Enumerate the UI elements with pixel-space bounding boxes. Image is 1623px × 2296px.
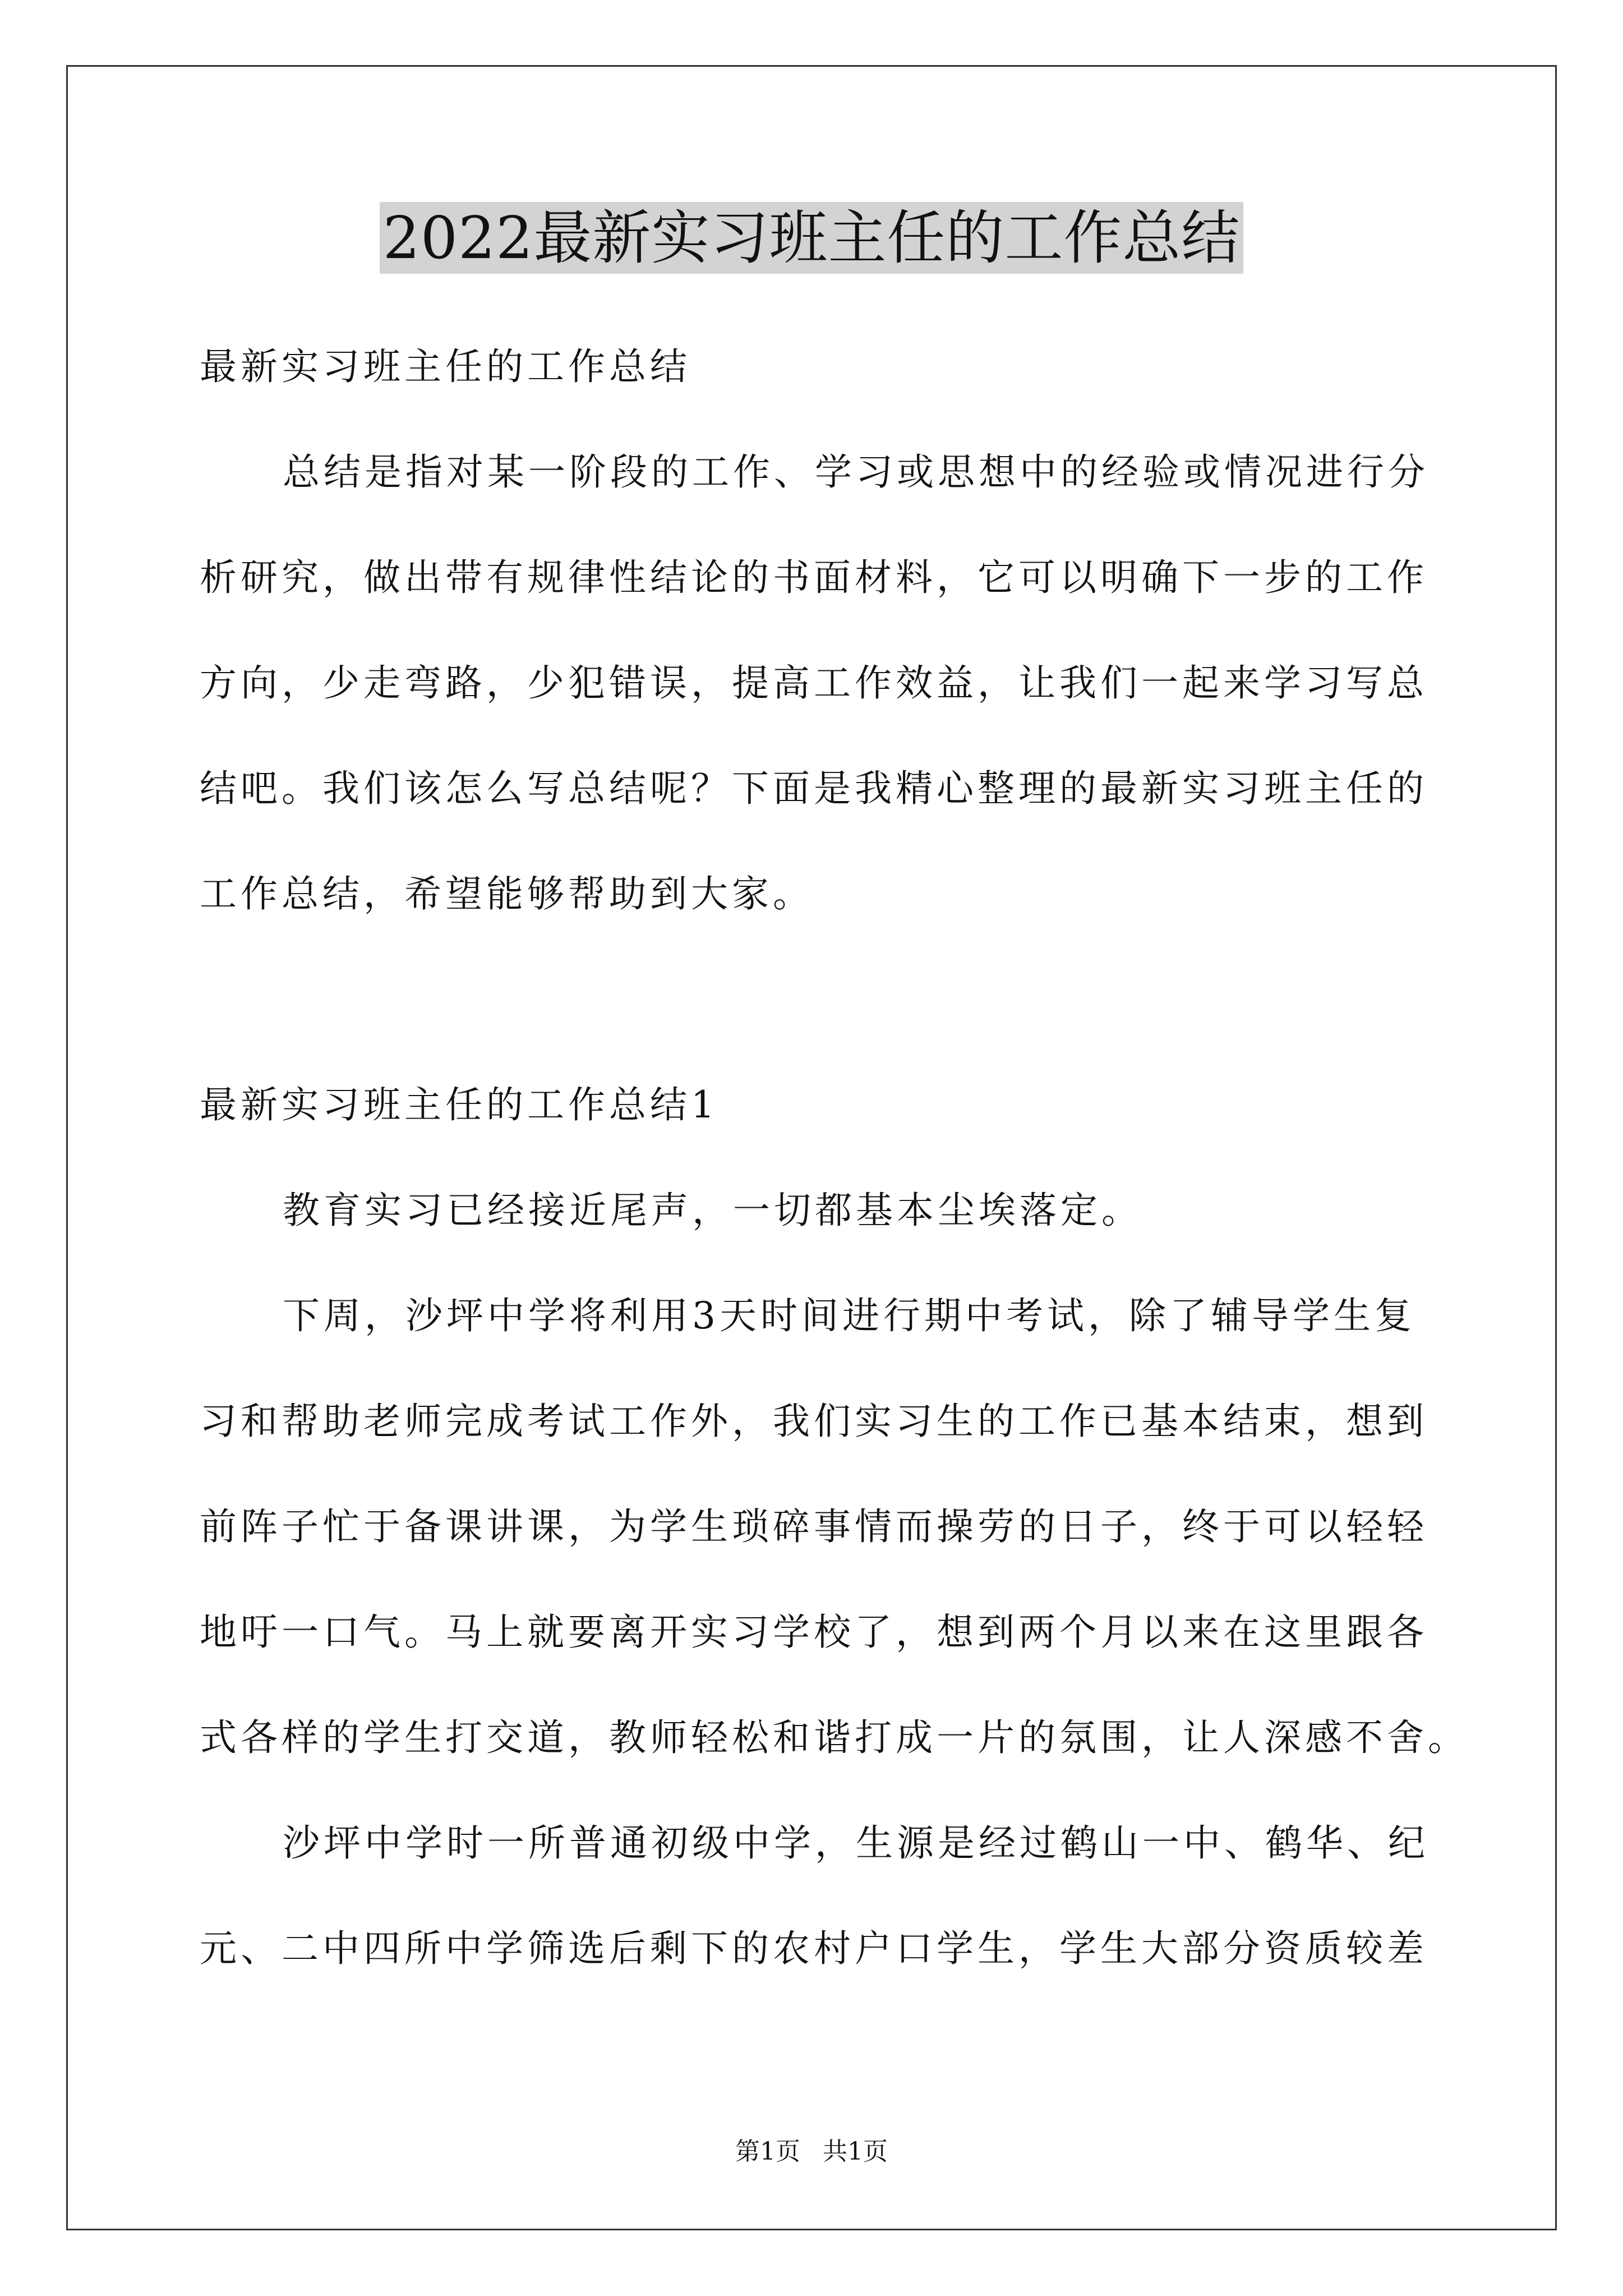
body-line: 方向，少走弯路，少犯错误，提高工作效益，让我们一起来学习写总 — [200, 661, 1428, 705]
body-line: 习和帮助老师完成考试工作外，我们实习生的工作已基本结束，想到 — [200, 1400, 1428, 1443]
body-line: 式各样的学生打交道，教师轻松和谐打成一片的氛围，让人深感不舍。 — [200, 1716, 1469, 1759]
body-line: 元、二中四所中学筛选后剩下的农村户口学生，学生大部分资质较差 — [200, 1927, 1428, 1970]
body-line: 最新实习班主任的工作总结 — [200, 345, 691, 388]
body-line: 地吁一口气。马上就要离开实习学校了，想到两个月以来在这里跟各 — [200, 1611, 1428, 1654]
page-footer — [0, 2135, 1623, 2169]
title-container — [0, 202, 1623, 274]
section-heading: 最新实习班主任的工作总结1 — [200, 1083, 718, 1126]
body-line: 前阵子忙于备课讲课，为学生琐碎事情而操劳的日子，终于可以轻轻 — [200, 1505, 1428, 1548]
page-number: 第1页 — [735, 2137, 800, 2166]
blank-line — [200, 947, 1433, 1052]
page-total: 共1页 — [823, 2137, 888, 2166]
body-line: 教育实习已经接近尾声，一切都基本尘埃落定。 — [283, 1189, 1142, 1232]
document-body — [200, 314, 1469, 2001]
body-line: 工作总结，希望能够帮助到大家。 — [200, 872, 814, 915]
document-title: 2022最新实习班主任的工作总结 — [380, 202, 1244, 274]
body-line: 析研究，做出带有规律性结论的书面材料，它可以明确下一步的工作 — [200, 556, 1428, 599]
body-line: 总结是指对某一阶段的工作、学习或思想中的经验或情况进行分 — [283, 450, 1429, 494]
body-line: 结吧。我们该怎么写总结呢？下面是我精心整理的最新实习班主任的 — [200, 767, 1428, 810]
body-line: 下周，沙坪中学将利用3天时间进行期中考试，除了辅导学生复 — [283, 1294, 1415, 1337]
body-line: 沙坪中学时一所普通初级中学，生源是经过鹤山一中、鹤华、纪 — [283, 1821, 1429, 1865]
